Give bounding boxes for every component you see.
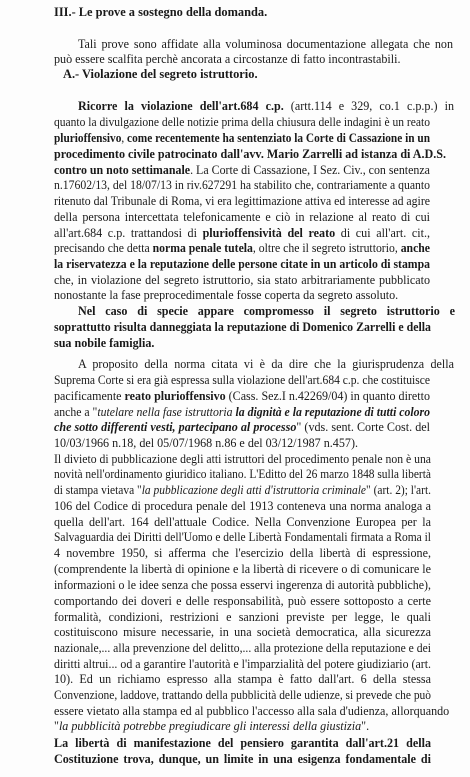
text-line	[54, 320, 431, 335]
text-line	[54, 52, 401, 67]
text-run: di cui all'art. cit.,	[335, 226, 430, 240]
text-run: formalità, condizioni, restrizioni e sanzioni previste per legge, le quali	[54, 610, 431, 624]
text-run: procedimento civile patrocinato dall'avv. Mario Zarrelli ad istanza di A.D.S.	[54, 147, 447, 161]
text-line	[54, 610, 431, 625]
text-line	[54, 736, 431, 751]
text-run: Il divieto di pubblicazione degli atti istruttori del procedimento penale non è una	[54, 452, 431, 466]
text-line	[54, 131, 430, 146]
text-run: 10). Ed un richiamo espresso alla stampa è fatto dall'art. 6 della stessa	[54, 672, 431, 686]
text-run: la pubblicità potrebbe pregiudicare gli interessi della giustizia	[58, 719, 362, 733]
text-line	[54, 178, 430, 193]
section-heading: III.- Le prove a sostegno della domanda.	[54, 5, 268, 19]
text-run: ,	[121, 131, 128, 145]
text-run: "	[54, 719, 59, 733]
text-line	[54, 499, 431, 514]
text-line	[54, 373, 430, 388]
text-run: plurioffensività del reato	[202, 226, 336, 240]
text-run: costituiscono misure necessarie, in una società democratica, alla sicurezza	[54, 625, 431, 639]
text-run: anche	[400, 241, 430, 255]
text-line	[54, 115, 430, 130]
text-run: 10/03/1966 n.18, del 05/07/1968 n.86 e del 03/12/1987 n.457).	[54, 436, 359, 450]
text-line	[54, 241, 430, 256]
text-line	[54, 420, 430, 435]
text-run: all'art.684 c.p. trattandosi di	[54, 226, 203, 240]
text-run: Suprema Corte si era già espressa sulla violazione dell'art.684 c.p. che costituisce	[54, 373, 430, 387]
text-line	[54, 389, 430, 404]
text-run: ".	[361, 719, 370, 733]
text-line	[54, 672, 431, 687]
text-run: Costituzione trova, dunque, un limite in una esigenza fondamentale di	[54, 752, 431, 766]
text-run: novità nell'ordinamento giuridico italiano. L'Editto del 26 marzo 1848 sulla libertà	[54, 467, 431, 481]
text-run: n.17602/13, del 18/07/13 in riv.627291 ha stabilito che, contrariamente a quanto	[54, 178, 430, 192]
text-run: quella dell'art. 164 dell'attuale Codice. Nella Convenzione Europea per la	[54, 515, 431, 529]
text-run: della persona intercettata telefonicamente e ciò in relazione al reato di cui	[54, 210, 430, 224]
text-line	[78, 37, 453, 52]
text-line	[54, 436, 358, 451]
text-run: ritenuto dal Tribunale di Roma, vi era legittimazione attiva ed interesse ad agire	[54, 194, 430, 208]
text-line	[54, 163, 430, 178]
text-line	[78, 357, 454, 372]
text-run: comportando dei doveri e delle responsabilità, può essere sottoposto a certe	[54, 594, 431, 608]
text-line	[54, 688, 431, 703]
text-run: quanto la divulgazione delle notizie prima della chiusura delle indagini è un reato	[54, 115, 430, 129]
text-line	[54, 578, 431, 593]
text-line	[54, 467, 431, 482]
text-run: Convenzione, laddove, trattando della pubblicità delle udienze, si prevede che può	[54, 688, 431, 702]
text-run: precisando che detta	[54, 241, 153, 255]
text-run: tutelare nella fase istruttoria	[97, 405, 236, 419]
text-run: essere vietato alla stampa ed al pubblico l'accesso alla sala d'udienza, allorquando	[54, 704, 450, 718]
text-run: Tali prove sono affidate alla voluminosa documentazione allegata che non	[78, 37, 453, 51]
text-run: di stampa vietava "	[54, 483, 142, 497]
text-run: Ricorre la violazione dell'art.684 c.p.	[78, 99, 284, 113]
text-run: . La Corte di Cassazione, I Sez. Civ., con sentenza	[190, 163, 430, 177]
text-run: come recentemente ha sentenziato la Corte di Cassazione in un	[127, 131, 430, 145]
text-line	[54, 273, 430, 288]
text-line	[78, 304, 455, 319]
text-line	[54, 483, 431, 498]
text-line	[54, 594, 431, 609]
text-run: Salvaguardia dei Diritti dell'Uomo e delle Libertà Fondamentali firmata a Roma il	[54, 530, 431, 544]
text-run: la riservatezza e la reputazione delle persone citate in un articolo di stampa	[54, 257, 430, 271]
text-run: A proposito della norma citata vi è da dire che la giurisprudenza della	[78, 357, 454, 371]
text-run: " (vds. sent. Corte Cost. del	[296, 420, 430, 434]
text-line	[54, 336, 154, 351]
text-run: contro un noto settimanale	[54, 163, 191, 177]
text-run: 106 del Codice di procedura penale del 1913 conteneva una norma analoga a	[54, 499, 431, 513]
text-run: nonostante la fase preprocedimentale fosse coperta da segreto assoluto.	[54, 288, 399, 302]
text-line	[54, 515, 431, 530]
text-run: che, in violazione del segreto istruttorio, sia stato arbitrariamente pubblicato	[54, 273, 430, 287]
text-run: reato plurioffensivo	[124, 389, 226, 403]
text-run: soprattutto risulta danneggiata la reputazione di Domenico Zarrelli e della	[54, 320, 431, 334]
text-line	[54, 546, 431, 561]
text-run: anche a "	[54, 405, 98, 419]
text-line	[54, 210, 430, 225]
text-run: la pubblicazione degli atti d'istruttoria criminale	[141, 483, 367, 497]
text-run: diritti altrui... od a garantire l'autorità e l'imparzialità del potere giudiziario (art.	[54, 657, 431, 671]
text-run: plurioffensivo	[54, 131, 122, 145]
text-run: Nel caso di specie appare compromesso il segreto istruttorio e	[78, 304, 455, 318]
text-line	[54, 704, 449, 719]
text-line	[54, 257, 430, 272]
text-run: può essere scalfita perchè ancorata a circostanze di fatto incontrastabili.	[54, 52, 401, 66]
text-line	[54, 719, 369, 734]
text-line	[54, 288, 398, 303]
text-run: norma penale tutela	[152, 241, 253, 255]
text-run: la dignità e la reputazione di tutti coloro	[235, 405, 430, 419]
text-line	[54, 194, 430, 209]
text-line	[54, 405, 430, 420]
text-line	[78, 99, 454, 114]
text-line	[54, 452, 431, 467]
text-run: La libertà di manifestazione del pensiero garantita dall'art.21 della	[54, 736, 431, 750]
text-run: pacificamente	[54, 389, 125, 403]
text-line	[54, 562, 431, 577]
text-run: 4 novembre 1950, si afferma che l'esercizio della libertà di espressione,	[54, 546, 431, 560]
subheading: A.- Violazione del segreto istruttorio.	[63, 67, 258, 81]
text-line	[54, 226, 430, 241]
text-line	[54, 657, 431, 672]
text-line	[54, 752, 431, 767]
text-run: " (art. 2); l'art.	[366, 483, 431, 497]
text-run: (artt.114 e 329, co.1 c.p.p.) in	[283, 99, 454, 113]
text-line	[54, 530, 431, 545]
text-line	[54, 147, 446, 162]
text-run: (Cass. Sez.I n.42269/04) in quanto diretto	[225, 389, 430, 403]
text-line	[54, 625, 431, 640]
text-run: nazionale,... alla prevenzione del delitto,... alla protezione della reputazione e dei	[54, 641, 431, 655]
text-run: sua nobile famiglia.	[54, 336, 155, 350]
text-run: , oltre che il segreto istruttorio,	[252, 241, 401, 255]
text-line	[54, 641, 431, 656]
text-run: (comprendente la libertà di opinione e la libertà di ricevere o di comunicare le	[54, 562, 431, 576]
text-run: che sotto differenti vesti, partecipano al processo	[54, 420, 297, 434]
text-run: informazioni o le idee senza che possa esservi ingerenza di autorità pubbliche),	[54, 578, 431, 592]
